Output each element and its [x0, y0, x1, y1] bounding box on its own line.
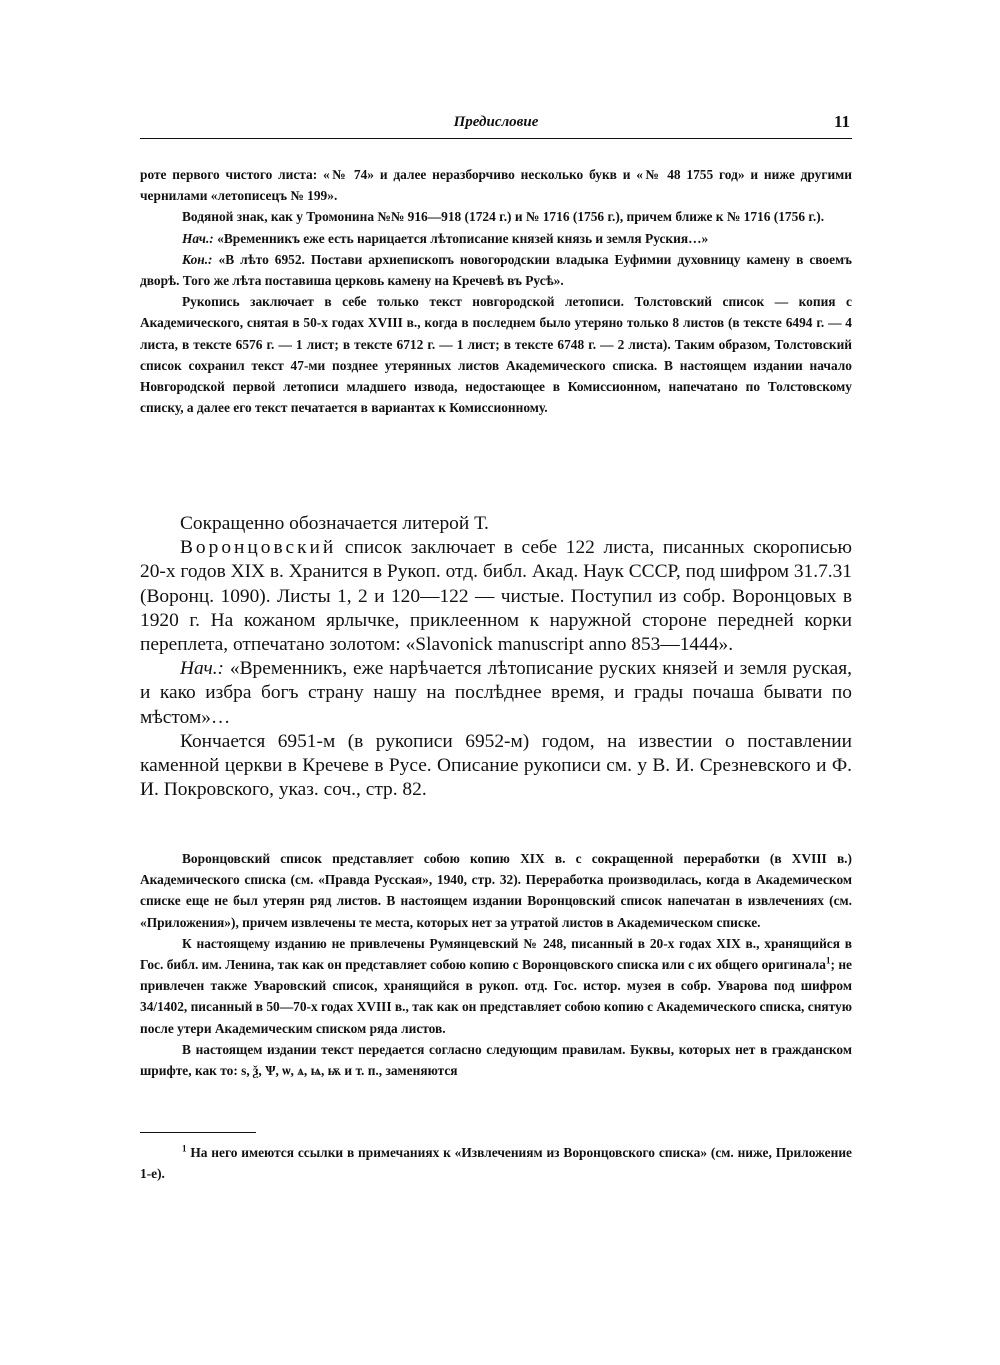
paragraph — [140, 933, 852, 1039]
manuscript-name: Воронцовский — [180, 537, 337, 559]
page-number: 11 — [833, 112, 850, 131]
paragraph-text: список заключает в себе 122 листа, писанных скорописью 20-х годов XIX в. Хранится в Рукоп. отд. библ. Акад. Наук СССР, под шифром 31.7.31 (Воронц. 1090). Листы 1, 2 и 120—122 — чистые. Поступил из собр. Воронцовых в 1920 г. На кожаном ярлычке, приклеенном к наружной стороне передней корки переплета, отпечатано золотом: «Slavonick manuscript anno 853—1444». — [140, 537, 852, 656]
main-text-block — [140, 512, 852, 802]
incipit-text: «Временникъ, еже нарѣчается лѣтописание руских князей и земля руская, и како избра богъ страну нашу на послѣднее время, и грады почаша бывати по мѣстом»… — [140, 658, 852, 728]
manuscript-description-block — [140, 164, 852, 418]
paragraph — [140, 536, 852, 657]
explicit-text: «В лѣто 6952. Постави архиепископъ новогородскии владыка Еуфимии духовницу камену в своемъ дворѣ. Того же лѣта поставиша церковь камену на Кречевѣ въ Русѣ». — [140, 251, 852, 289]
explicit-line — [140, 249, 852, 291]
running-title: Предисловие — [453, 114, 539, 130]
notes-block — [140, 848, 852, 1081]
incipit-line — [140, 657, 852, 730]
incipit-label: Нач.: — [182, 230, 214, 246]
incipit-label: Нач.: — [180, 658, 224, 680]
paragraph: Рукопись заключает в себе только текст новгородской летописи. Толстовский список — копия с Академического, снятая в 50-х годах XVIII в., когда в последнем было утеряно только 8 листов (в тексте 6494 г. — 4 листа, в тексте 6576 г. — 1 лист; в тексте 6712 г. — 1 лист; в тексте 6748 г. — 2 листа). Таким образом, Толстовский список сохранил текст 47-ми позднее утерянных листов Академического списка. В настоящем издании начало Новгородской первой летописи младшего извода, недостающее в Комиссионном, напечатано по Толстовскому списку, а далее его текст печатается в вариантах к Комиссионному. — [140, 294, 852, 416]
paragraph: Водяной знак, как у Тромонина №№ 916—918 (1724 г.) и № 1716 (1756 г.), причем ближе к № 1716 (1756 г.). — [182, 209, 825, 225]
paragraph: Воронцовский список представляет собою копию XIX в. с сокращенной переработки (в XVIII в.) Академического списка (см. «Правда Русская», 1940, стр. 32). Переработка производилась, когда в Академическом списке еще не был утерян ряд листов. В настоящем издании Воронцовский список напечатан в извлечениях (см. «Приложения»), причем извлечены те места, которых нет за утратой листов в Академическом списке. — [140, 851, 852, 930]
footnote-reference: 1 — [826, 955, 831, 966]
incipit-text: «Временникъ еже есть нарицается лѣтописание князей князь и земля Руския…» — [217, 230, 709, 246]
paragraph: Кончается 6951-м (в рукописи 6952-м) годом, на известии о поставлении каменной церкви в Кречеве в Русе. Описание рукописи см. у В. И. Срезневского и Ф. И. Покровского, указ. соч., стр. 82. — [140, 730, 852, 801]
footnote-text: На него имеются ссылки в примечаниях к «Извлечениям из Воронцовского списка» (см. ниже, Приложение 1-е). — [140, 1145, 852, 1181]
explicit-label: Кон.: — [182, 251, 213, 267]
footnote-divider — [140, 1132, 256, 1133]
paragraph: Сокращенно обозначается литерой Т. — [180, 513, 489, 534]
paragraph: В настоящем издании текст передается согласно следующим правилам. Буквы, которых нет в гражданском шрифте, как то: s, ѯ, Ѱ, ѡ, ѧ, ѩ, ѭ и т. п., заменяются — [140, 1041, 852, 1079]
footnote — [140, 1142, 852, 1184]
incipit-line — [140, 228, 852, 249]
paragraph: роте первого чистого листа: «№ 74» и далее неразборчиво несколько букв и «№ 48 1755 год» и ниже другими чернилами «летописецъ № 199». — [140, 167, 852, 204]
paragraph-text: ; не привлечен также Уваровский список, хранящийся в рукоп. отд. Гос. истор. музея в собр. Уварова под шифром 34/1402, писанный в 50—70-х годах XVIII в., так как он представляет собою копию с Академического списка, снятую после утери Академическим списком ряда листов. — [140, 957, 852, 1036]
paragraph-text: К настоящему изданию не привлечены Румянцевский № 248, писанный в 20-х годах XIX в., хранящийся в Гос. библ. им. Ленина, так как он представляет собою копию с Воронцовского списка или с их общего оригинала — [140, 935, 852, 973]
footnote-marker: 1 — [182, 1143, 187, 1154]
page-header — [140, 110, 852, 139]
